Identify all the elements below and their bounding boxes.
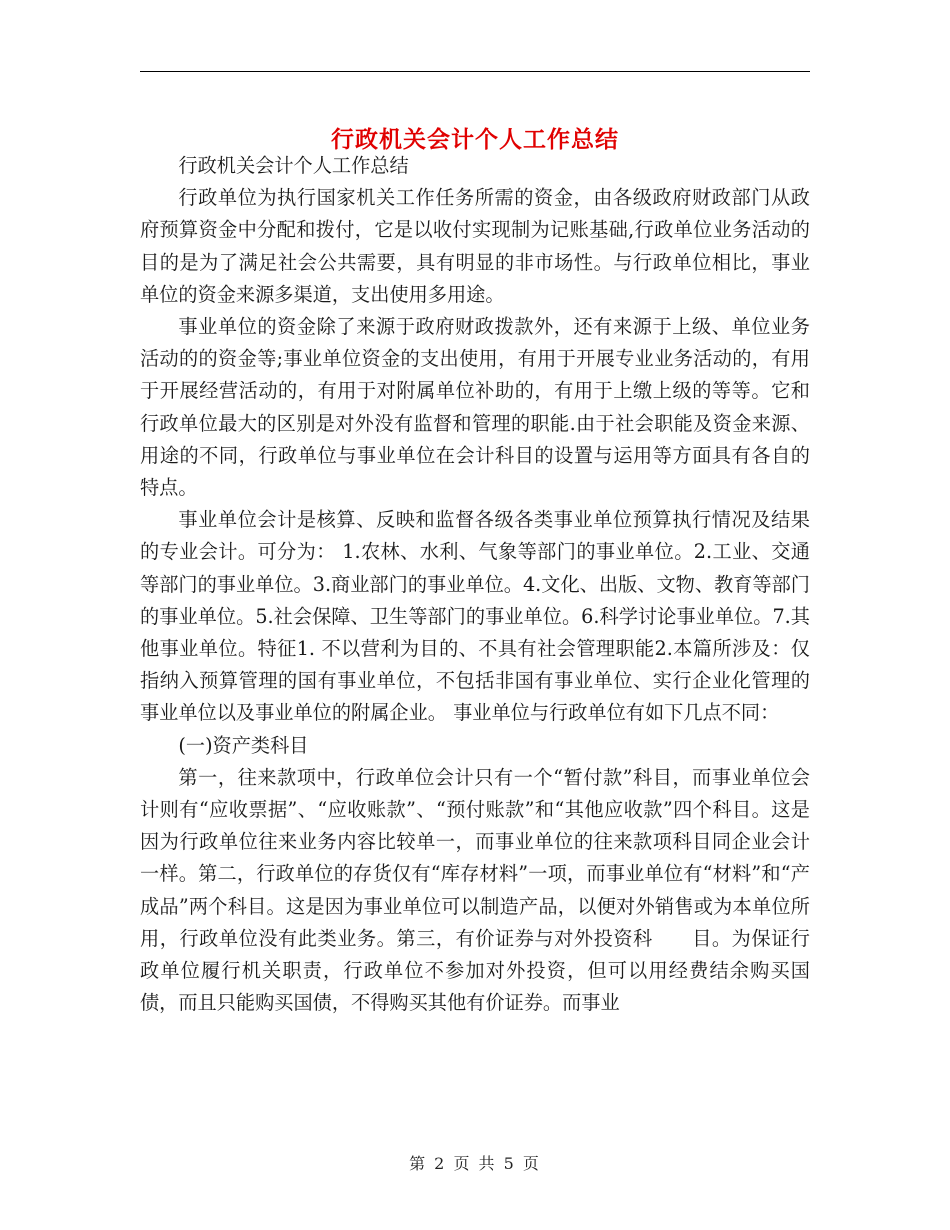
paragraph: 事业单位的资金除了来源于政府财政拨款外，还有来源于上级、单位业务活动的的资金等;事业单位资金的支出使用，有用于开展专业业务活动的，有用于开展经营活动的，有用于对附属单位补助的，有用于上缴上级的等等。它和行政单位最大的区别是对外没有监督和管理的职能.由于社会职能及资金来源、用途的不同，行政单位与事业单位在会计科目的设置与运用等方面具有各自的特点。 (140, 315, 810, 500)
paragraph: 行政单位为执行国家机关工作任务所需的资金，由各级政府财政部门从政府预算资金中分配和拨付，它是以收付实现制为记账基础,行政单位业务活动的目的是为了满足社会公共需要，具有明显的非市场性。与行政单位相比，事业单位的资金来源多渠道，支出使用多用途。 (140, 186, 810, 306)
paragraph-subtitle: 行政机关会计个人工作总结 (178, 154, 409, 177)
document-title: 行政机关会计个人工作总结 (331, 126, 619, 154)
header-rule (140, 71, 810, 72)
section-heading: (一)资产类科目 (178, 733, 309, 757)
paragraph: 第一，往来款项中，行政单位会计只有一个“暂付款”科目，而事业单位会计则有“应收票据”、“应收账款”、“预付账款”和“其他应收款”四个科目。这是因为行政单位往来业务内容比较单一，而事业单位的往来款项科目同企业会计一样。第二，行政单位的存货仅有“库存材料”一项，而事业单位有“材料”和“产成品”两个科目。这是因为事业单位可以制造产品，以便对外销售或为本单位所用，行政单位没有此类业务。第三，有价证券与对外投资科 目。为保证行政单位履行机关职责，行政单位不参加对外投资，但可以用经费结余购买国债，而且只能购买国债，不得购买其他有价证券。而事业 (140, 765, 810, 1015)
document-body (140, 150, 810, 1019)
paragraph: 事业单位会计是核算、反映和监督各级各类事业单位预算执行情况及结果的专业会计。可分为： 1.农林、水利、气象等部门的事业单位。2.工业、交通等部门的事业单位。3.商业部门的事业单位。4.文化、出版、文物、教育等部门的事业单位。5.社会保障、卫生等部门的事业单位。6.科学讨论事业单位。7.其他事业单位。特征1. 不以营利为目的、不具有社会管理职能2.本篇所涉及：仅指纳入预算管理的国有事业单位，不包括非国有事业单位、实行企业化管理的事业单位以及事业单位的附属企业。 事业单位与行政单位有如下几点不同： (140, 508, 810, 725)
page-number-label: 第 2 页 共 5 页 (409, 1154, 541, 1173)
page-footer (0, 1152, 950, 1176)
